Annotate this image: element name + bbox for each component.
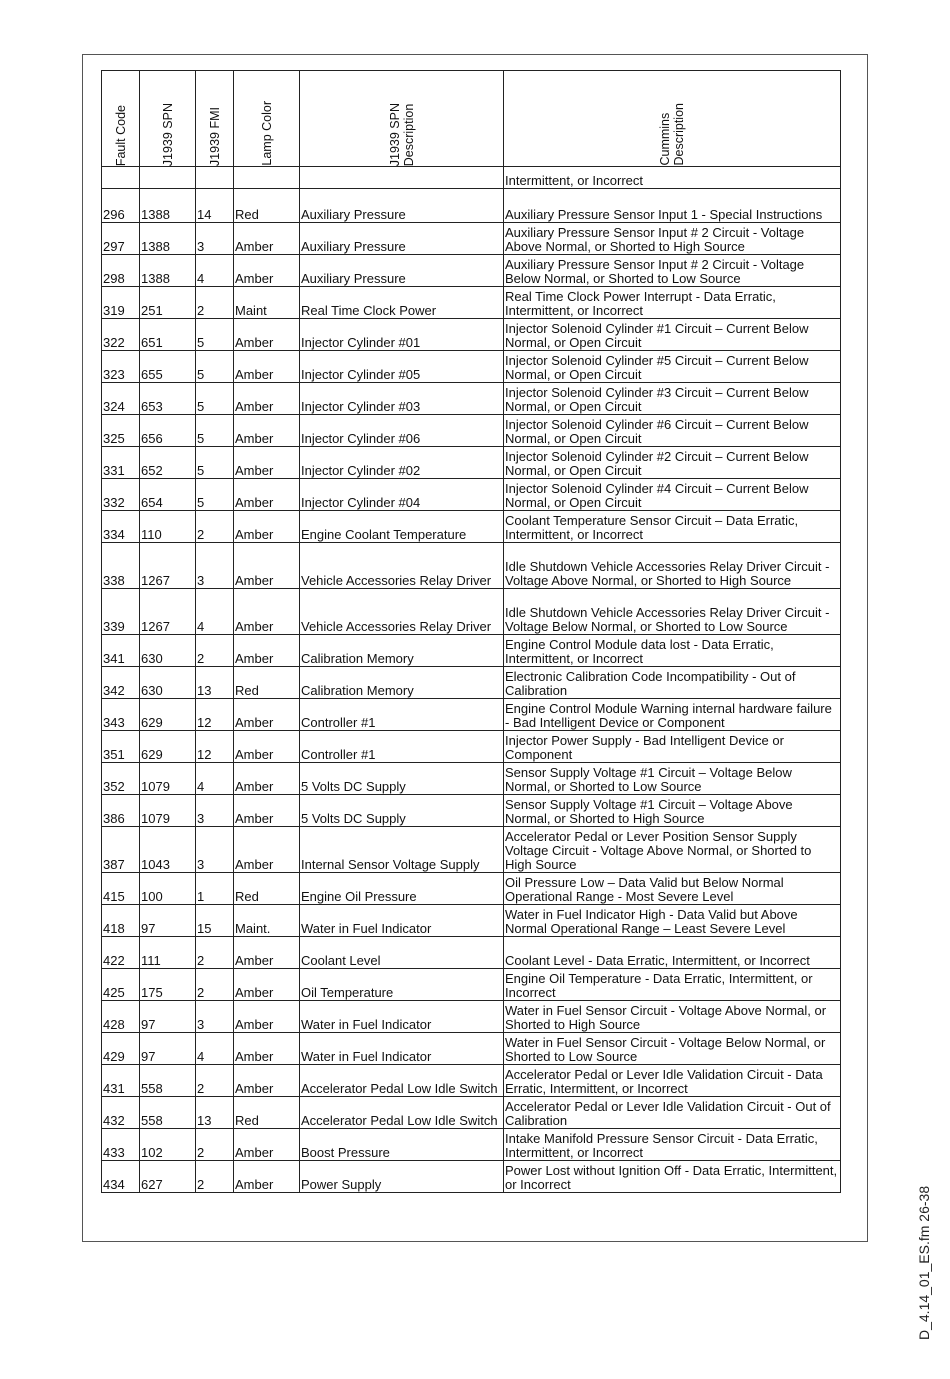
- spn-description-cell: Auxiliary Pressure: [300, 189, 504, 223]
- table-row: [102, 699, 841, 731]
- spn-cell: 1388: [140, 255, 196, 287]
- spn-cell: 251: [140, 287, 196, 319]
- fault-code-cell: 431: [102, 1065, 140, 1097]
- spn-description-cell: Boost Pressure: [300, 1129, 504, 1161]
- fmi-cell: 5: [196, 383, 234, 415]
- spn-cell: 97: [140, 1001, 196, 1033]
- lamp-color-cell: Amber: [234, 937, 300, 969]
- cummins-description-cell: Idle Shutdown Vehicle Accessories Relay Driver Circuit - Voltage Below Normal, or Shorted to Low Source: [504, 589, 841, 635]
- table-row: [102, 763, 841, 795]
- spn-description-cell: Calibration Memory: [300, 667, 504, 699]
- cummins-description-cell: Injector Solenoid Cylinder #2 Circuit – Current Below Normal, or Open Circuit: [504, 447, 841, 479]
- fault-code-cell: 322: [102, 319, 140, 351]
- spn-cell: 558: [140, 1097, 196, 1129]
- cummins-description-cell: Real Time Clock Power Interrupt - Data Erratic, Intermittent, or Incorrect: [504, 287, 841, 319]
- lamp-color-cell: Amber: [234, 1161, 300, 1193]
- table-row: [102, 255, 841, 287]
- fault-code-cell: 297: [102, 223, 140, 255]
- fault-code-cell: 296: [102, 189, 140, 223]
- fmi-cell: 4: [196, 763, 234, 795]
- cummins-description-cell: Intake Manifold Pressure Sensor Circuit - Data Erratic, Intermittent, or Incorrect: [504, 1129, 841, 1161]
- lamp-color-cell: Amber: [234, 1129, 300, 1161]
- fault-code-cell: 331: [102, 447, 140, 479]
- lamp-color-cell: Amber: [234, 319, 300, 351]
- cummins-description-cell: Idle Shutdown Vehicle Accessories Relay Driver Circuit - Voltage Above Normal, or Shorted to High Source: [504, 543, 841, 589]
- fault-code-cell: 415: [102, 873, 140, 905]
- header-lamp-color: Lamp Color: [234, 71, 300, 167]
- cummins-description-cell: Engine Oil Temperature - Data Erratic, Intermittent, or Incorrect: [504, 969, 841, 1001]
- spn-description-cell: Injector Cylinder #06: [300, 415, 504, 447]
- fmi-cell: 2: [196, 969, 234, 1001]
- fmi-cell: 13: [196, 1097, 234, 1129]
- spn-description-cell: Injector Cylinder #01: [300, 319, 504, 351]
- lamp-color-cell: Amber: [234, 635, 300, 667]
- table-row: [102, 1129, 841, 1161]
- table-row: [102, 223, 841, 255]
- fmi-cell: 2: [196, 635, 234, 667]
- table-row: [102, 543, 841, 589]
- spn-description-cell: Vehicle Accessories Relay Driver: [300, 589, 504, 635]
- fault-code-cell: 334: [102, 511, 140, 543]
- fault-code-cell: 432: [102, 1097, 140, 1129]
- fault-code-cell: 352: [102, 763, 140, 795]
- fmi-cell: 2: [196, 1161, 234, 1193]
- spn-cell: 1388: [140, 223, 196, 255]
- lamp-color-cell: Amber: [234, 589, 300, 635]
- fmi-cell: 3: [196, 827, 234, 873]
- spn-cell: 627: [140, 1161, 196, 1193]
- lamp-color-cell: Red: [234, 1097, 300, 1129]
- lamp-color-cell: Amber: [234, 827, 300, 873]
- table-body: [102, 167, 841, 1193]
- spn-cell: 656: [140, 415, 196, 447]
- spn-cell: 654: [140, 479, 196, 511]
- lamp-color-cell: Amber: [234, 795, 300, 827]
- fmi-cell: 5: [196, 447, 234, 479]
- lamp-color-cell: Amber: [234, 763, 300, 795]
- cummins-description-cell: Coolant Level - Data Erratic, Intermittent, or Incorrect: [504, 937, 841, 969]
- cummins-description-cell: Engine Control Module data lost - Data Erratic, Intermittent, or Incorrect: [504, 635, 841, 667]
- fmi-cell: 14: [196, 189, 234, 223]
- spn-cell: 655: [140, 351, 196, 383]
- table-row: [102, 1001, 841, 1033]
- fault-code-cell: 319: [102, 287, 140, 319]
- spn-description-cell: Accelerator Pedal Low Idle Switch: [300, 1097, 504, 1129]
- lamp-color-cell: Amber: [234, 699, 300, 731]
- cummins-description-cell: Injector Solenoid Cylinder #1 Circuit – Current Below Normal, or Open Circuit: [504, 319, 841, 351]
- fmi-cell: 3: [196, 795, 234, 827]
- lamp-color-cell: [234, 167, 300, 189]
- spn-cell: 1079: [140, 795, 196, 827]
- fault-code-cell: 338: [102, 543, 140, 589]
- cummins-description-cell: Oil Pressure Low – Data Valid but Below Normal Operational Range - Most Severe Level: [504, 873, 841, 905]
- fmi-cell: 15: [196, 905, 234, 937]
- spn-cell: 653: [140, 383, 196, 415]
- fault-code-cell: 341: [102, 635, 140, 667]
- fault-code-cell: [102, 167, 140, 189]
- cummins-description-cell: Water in Fuel Sensor Circuit - Voltage Above Normal, or Shorted to High Source: [504, 1001, 841, 1033]
- cummins-description-cell: Injector Solenoid Cylinder #4 Circuit – Current Below Normal, or Open Circuit: [504, 479, 841, 511]
- table-row: [102, 1065, 841, 1097]
- fmi-cell: 5: [196, 479, 234, 511]
- lamp-color-cell: Amber: [234, 543, 300, 589]
- cummins-description-cell: Injector Solenoid Cylinder #6 Circuit – Current Below Normal, or Open Circuit: [504, 415, 841, 447]
- spn-cell: [140, 167, 196, 189]
- header-j1939-fmi: J1939 FMI: [196, 71, 234, 167]
- table-row: [102, 351, 841, 383]
- lamp-color-cell: Amber: [234, 415, 300, 447]
- fmi-cell: 12: [196, 731, 234, 763]
- spn-description-cell: Real Time Clock Power: [300, 287, 504, 319]
- cummins-description-cell: Water in Fuel Sensor Circuit - Voltage Below Normal, or Shorted to Low Source: [504, 1033, 841, 1065]
- spn-cell: 1267: [140, 589, 196, 635]
- fmi-cell: 4: [196, 255, 234, 287]
- table-row: [102, 447, 841, 479]
- cummins-description-cell: Sensor Supply Voltage #1 Circuit – Voltage Above Normal, or Shorted to High Source: [504, 795, 841, 827]
- table-row: [102, 1161, 841, 1193]
- fault-code-cell: 418: [102, 905, 140, 937]
- cummins-description-cell: Sensor Supply Voltage #1 Circuit – Voltage Below Normal, or Shorted to Low Source: [504, 763, 841, 795]
- fault-code-cell: 429: [102, 1033, 140, 1065]
- header-fault-code: Fault Code: [102, 71, 140, 167]
- fault-code-cell: 324: [102, 383, 140, 415]
- table-row: [102, 383, 841, 415]
- spn-cell: 630: [140, 667, 196, 699]
- fault-code-cell: 342: [102, 667, 140, 699]
- header-spn-description: J1939 SPN Description: [300, 71, 504, 167]
- fault-code-cell: 339: [102, 589, 140, 635]
- table-row: [102, 969, 841, 1001]
- lamp-color-cell: Amber: [234, 255, 300, 287]
- spn-description-cell: Calibration Memory: [300, 635, 504, 667]
- spn-cell: 1043: [140, 827, 196, 873]
- fault-code-cell: 422: [102, 937, 140, 969]
- spn-description-cell: Power Supply: [300, 1161, 504, 1193]
- lamp-color-cell: Amber: [234, 1065, 300, 1097]
- spn-cell: 97: [140, 905, 196, 937]
- cummins-description-cell: Water in Fuel Indicator High - Data Valid but Above Normal Operational Range – Least Severe Level: [504, 905, 841, 937]
- spn-cell: 175: [140, 969, 196, 1001]
- lamp-color-cell: Amber: [234, 479, 300, 511]
- cummins-description-cell: Engine Control Module Warning internal hardware failure - Bad Intelligent Device or Component: [504, 699, 841, 731]
- header-j1939-spn: J1939 SPN: [140, 71, 196, 167]
- fmi-cell: 3: [196, 1001, 234, 1033]
- table-row: [102, 1033, 841, 1065]
- spn-description-cell: 5 Volts DC Supply: [300, 795, 504, 827]
- table-row: [102, 667, 841, 699]
- spn-description-cell: Auxiliary Pressure: [300, 223, 504, 255]
- fault-code-cell: 298: [102, 255, 140, 287]
- spn-description-cell: Engine Coolant Temperature: [300, 511, 504, 543]
- fault-code-cell: 343: [102, 699, 140, 731]
- fmi-cell: 5: [196, 351, 234, 383]
- lamp-color-cell: Red: [234, 189, 300, 223]
- lamp-color-cell: Amber: [234, 969, 300, 1001]
- spn-description-cell: Coolant Level: [300, 937, 504, 969]
- fmi-cell: 2: [196, 511, 234, 543]
- cummins-description-cell: Coolant Temperature Sensor Circuit – Data Erratic, Intermittent, or Incorrect: [504, 511, 841, 543]
- fmi-cell: 2: [196, 1129, 234, 1161]
- spn-cell: 630: [140, 635, 196, 667]
- fault-code-cell: 428: [102, 1001, 140, 1033]
- spn-cell: 1079: [140, 763, 196, 795]
- fmi-cell: 1: [196, 873, 234, 905]
- lamp-color-cell: Amber: [234, 351, 300, 383]
- spn-cell: 111: [140, 937, 196, 969]
- fault-code-cell: 434: [102, 1161, 140, 1193]
- table-row: [102, 937, 841, 969]
- cummins-description-cell: Accelerator Pedal or Lever Idle Validation Circuit - Data Erratic, Intermittent, or Incorrect: [504, 1065, 841, 1097]
- fault-code-cell: 386: [102, 795, 140, 827]
- table-row: [102, 589, 841, 635]
- fmi-cell: 12: [196, 699, 234, 731]
- cummins-description-cell: Injector Solenoid Cylinder #3 Circuit – Current Below Normal, or Open Circuit: [504, 383, 841, 415]
- table-header-row: [102, 71, 841, 167]
- spn-description-cell: Water in Fuel Indicator: [300, 905, 504, 937]
- fmi-cell: 3: [196, 223, 234, 255]
- lamp-color-cell: Red: [234, 873, 300, 905]
- table-row: [102, 287, 841, 319]
- fault-code-cell: 332: [102, 479, 140, 511]
- spn-cell: 97: [140, 1033, 196, 1065]
- spn-cell: 629: [140, 731, 196, 763]
- table-row: [102, 905, 841, 937]
- table-row: [102, 1097, 841, 1129]
- spn-cell: 651: [140, 319, 196, 351]
- cummins-description-cell: Intermittent, or Incorrect: [504, 167, 841, 189]
- table-row: [102, 189, 841, 223]
- spn-description-cell: Accelerator Pedal Low Idle Switch: [300, 1065, 504, 1097]
- spn-description-cell: Controller #1: [300, 731, 504, 763]
- table-row: [102, 167, 841, 189]
- fmi-cell: 2: [196, 937, 234, 969]
- table-row: [102, 827, 841, 873]
- spn-description-cell: Internal Sensor Voltage Supply: [300, 827, 504, 873]
- cummins-description-cell: Power Lost without Ignition Off - Data Erratic, Intermittent, or Incorrect: [504, 1161, 841, 1193]
- cummins-description-cell: Auxiliary Pressure Sensor Input # 2 Circuit - Voltage Above Normal, or Shorted to High Source: [504, 223, 841, 255]
- spn-cell: 100: [140, 873, 196, 905]
- spn-description-cell: Injector Cylinder #04: [300, 479, 504, 511]
- table-row: [102, 319, 841, 351]
- spn-description-cell: Water in Fuel Indicator: [300, 1001, 504, 1033]
- fault-code-cell: 323: [102, 351, 140, 383]
- cummins-description-cell: Electronic Calibration Code Incompatibility - Out of Calibration: [504, 667, 841, 699]
- spn-description-cell: Controller #1: [300, 699, 504, 731]
- fmi-cell: 2: [196, 1065, 234, 1097]
- spn-description-cell: 5 Volts DC Supply: [300, 763, 504, 795]
- table-row: [102, 415, 841, 447]
- fmi-cell: 3: [196, 543, 234, 589]
- fmi-cell: 5: [196, 415, 234, 447]
- spn-description-cell: Injector Cylinder #02: [300, 447, 504, 479]
- fmi-cell: [196, 167, 234, 189]
- lamp-color-cell: Maint: [234, 287, 300, 319]
- spn-cell: 1267: [140, 543, 196, 589]
- lamp-color-cell: Amber: [234, 383, 300, 415]
- lamp-color-cell: Amber: [234, 1033, 300, 1065]
- lamp-color-cell: Maint.: [234, 905, 300, 937]
- spn-description-cell: Vehicle Accessories Relay Driver: [300, 543, 504, 589]
- lamp-color-cell: Amber: [234, 1001, 300, 1033]
- table-row: [102, 479, 841, 511]
- fmi-cell: 13: [196, 667, 234, 699]
- fmi-cell: 2: [196, 287, 234, 319]
- fmi-cell: 4: [196, 1033, 234, 1065]
- cummins-description-cell: Accelerator Pedal or Lever Idle Validation Circuit - Out of Calibration: [504, 1097, 841, 1129]
- cummins-description-cell: Injector Solenoid Cylinder #5 Circuit – Current Below Normal, or Open Circuit: [504, 351, 841, 383]
- spn-description-cell: Oil Temperature: [300, 969, 504, 1001]
- lamp-color-cell: Amber: [234, 223, 300, 255]
- lamp-color-cell: Amber: [234, 731, 300, 763]
- spn-description-cell: [300, 167, 504, 189]
- spn-cell: 1388: [140, 189, 196, 223]
- table-row: [102, 795, 841, 827]
- fault-code-cell: 387: [102, 827, 140, 873]
- spn-cell: 652: [140, 447, 196, 479]
- fault-code-cell: 325: [102, 415, 140, 447]
- fmi-cell: 4: [196, 589, 234, 635]
- spn-description-cell: Water in Fuel Indicator: [300, 1033, 504, 1065]
- spn-cell: 558: [140, 1065, 196, 1097]
- table-row: [102, 511, 841, 543]
- spn-cell: 629: [140, 699, 196, 731]
- spn-description-cell: Injector Cylinder #05: [300, 351, 504, 383]
- lamp-color-cell: Amber: [234, 511, 300, 543]
- table-row: [102, 731, 841, 763]
- lamp-color-cell: Amber: [234, 447, 300, 479]
- fmi-cell: 5: [196, 319, 234, 351]
- fault-code-cell: 433: [102, 1129, 140, 1161]
- spn-cell: 102: [140, 1129, 196, 1161]
- fault-code-cell: 425: [102, 969, 140, 1001]
- table-row: [102, 873, 841, 905]
- spn-description-cell: Engine Oil Pressure: [300, 873, 504, 905]
- fault-code-cell: 351: [102, 731, 140, 763]
- spn-cell: 110: [140, 511, 196, 543]
- fault-code-table: [101, 70, 841, 1193]
- cummins-description-cell: Auxiliary Pressure Sensor Input # 2 Circuit - Voltage Below Normal, or Shorted to Low Source: [504, 255, 841, 287]
- cummins-description-cell: Auxiliary Pressure Sensor Input 1 - Special Instructions: [504, 189, 841, 223]
- spn-description-cell: Auxiliary Pressure: [300, 255, 504, 287]
- header-cummins-description: Cummins Description: [504, 71, 841, 167]
- table-row: [102, 635, 841, 667]
- spn-description-cell: Injector Cylinder #03: [300, 383, 504, 415]
- cummins-description-cell: Accelerator Pedal or Lever Position Sensor Supply Voltage Circuit - Voltage Above Normal, or Shorted to High Source: [504, 827, 841, 873]
- file-reference: D_4.14_01_ES.fm 26-38: [916, 1185, 932, 1340]
- lamp-color-cell: Red: [234, 667, 300, 699]
- cummins-description-cell: Injector Power Supply - Bad Intelligent Device or Component: [504, 731, 841, 763]
